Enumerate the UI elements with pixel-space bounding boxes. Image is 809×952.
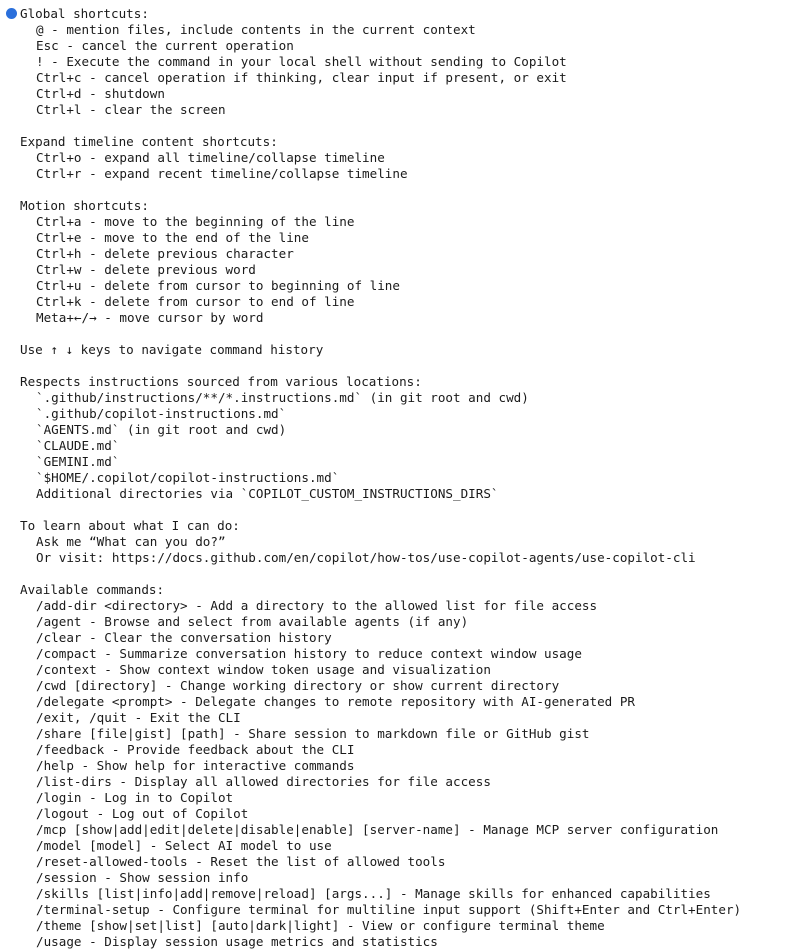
command-item[interactable]: /compact - Summarize conversation history to reduce context window usage [36, 646, 582, 661]
command-item[interactable]: /usage - Display session usage metrics and statistics [36, 934, 438, 949]
section-heading-instructions: Respects instructions sourced from various locations: [20, 374, 422, 389]
instruction-path: `GEMINI.md` [36, 454, 120, 469]
command-item[interactable]: /terminal-setup - Configure terminal for multiline input support (Shift+Enter and Ctrl+Enter) [36, 902, 742, 917]
command-item[interactable]: /clear - Clear the conversation history [36, 630, 332, 645]
command-item[interactable]: /skills [list|info|add|remove|reload] [args...] - Manage skills for enhanced capabilities [36, 886, 711, 901]
command-item[interactable]: /session - Show session info [36, 870, 249, 885]
command-item[interactable]: /list-dirs - Display all allowed directories for file access [36, 774, 491, 789]
command-item[interactable]: /mcp [show|add|edit|delete|disable|enable] [server-name] - Manage MCP server configuration [36, 822, 719, 837]
command-item[interactable]: /reset-allowed-tools - Reset the list of allowed tools [36, 854, 446, 869]
command-item[interactable]: /feedback - Provide feedback about the CLI [36, 742, 355, 757]
shortcut-item: Ctrl+h - delete previous character [36, 246, 294, 261]
shortcut-item: Ctrl+c - cancel operation if thinking, clear input if present, or exit [36, 70, 567, 85]
shortcut-item: ! - Execute the command in your local shell without sending to Copilot [36, 54, 567, 69]
section-heading-global: Global shortcuts: [20, 6, 149, 21]
shortcut-item: @ - mention files, include contents in the current context [36, 22, 476, 37]
command-item[interactable]: /logout - Log out of Copilot [36, 806, 249, 821]
instruction-path: `CLAUDE.md` [36, 438, 120, 453]
instruction-path: `.github/copilot-instructions.md` [36, 406, 287, 421]
instruction-path: `$HOME/.copilot/copilot-instructions.md` [36, 470, 340, 485]
shortcut-item: Ctrl+e - move to the end of the line [36, 230, 309, 245]
spacer [20, 566, 809, 582]
command-item[interactable]: /context - Show context window token usage and visualization [36, 662, 491, 677]
docs-link[interactable]: Or visit: https://docs.github.com/en/copilot/how-tos/use-copilot-agents/use-copilot-cli [36, 550, 696, 565]
command-item[interactable]: /login - Log in to Copilot [36, 790, 234, 805]
spacer [20, 182, 809, 198]
instruction-path: Additional directories via `COPILOT_CUSTOM_INSTRUCTIONS_DIRS` [36, 486, 499, 501]
shortcut-item: Ctrl+r - expand recent timeline/collapse timeline [36, 166, 408, 181]
section-heading-motion: Motion shortcuts: [20, 198, 149, 213]
command-item[interactable]: /exit, /quit - Exit the CLI [36, 710, 241, 725]
command-item[interactable]: /cwd [directory] - Change working directory or show current directory [36, 678, 560, 693]
shortcut-item: Ctrl+u - delete from cursor to beginning of line [36, 278, 400, 293]
instruction-path: `.github/instructions/**/*.instructions.md` (in git root and cwd) [36, 390, 529, 405]
command-item[interactable]: /help - Show help for interactive commands [36, 758, 355, 773]
shortcut-item: Ctrl+a - move to the beginning of the line [36, 214, 355, 229]
spacer [20, 118, 809, 134]
section-heading-timeline: Expand timeline content shortcuts: [20, 134, 278, 149]
command-item[interactable]: /share [file|gist] [path] - Share session to markdown file or GitHub gist [36, 726, 590, 741]
command-item[interactable]: /model [model] - Select AI model to use [36, 838, 332, 853]
section-heading-commands: Available commands: [20, 582, 165, 597]
shortcut-item: Ctrl+w - delete previous word [36, 262, 256, 277]
command-item[interactable]: /add-dir <directory> - Add a directory to the allowed list for file access [36, 598, 598, 613]
history-nav-hint: Use ↑ ↓ keys to navigate command history [20, 342, 324, 357]
status-bullet-icon [6, 8, 17, 19]
shortcut-item: Ctrl+k - delete from cursor to end of line [36, 294, 355, 309]
shortcut-item: Ctrl+l - clear the screen [36, 102, 226, 117]
shortcut-item: Esc - cancel the current operation [36, 38, 294, 53]
learn-hint: Ask me “What can you do?” [36, 534, 226, 549]
spacer [20, 326, 809, 342]
command-item[interactable]: /agent - Browse and select from available agents (if any) [36, 614, 469, 629]
shortcut-item: Ctrl+o - expand all timeline/collapse timeline [36, 150, 385, 165]
command-item[interactable]: /delegate <prompt> - Delegate changes to remote repository with AI-generated PR [36, 694, 635, 709]
spacer [20, 358, 809, 374]
shortcut-item: Ctrl+d - shutdown [36, 86, 165, 101]
command-item[interactable]: /theme [show|set|list] [auto|dark|light] - View or configure terminal theme [36, 918, 605, 933]
section-heading-learn: To learn about what I can do: [20, 518, 240, 533]
instruction-path: `AGENTS.md` (in git root and cwd) [36, 422, 287, 437]
shortcut-item: Meta+←/→ - move cursor by word [36, 310, 264, 325]
spacer [20, 502, 809, 518]
